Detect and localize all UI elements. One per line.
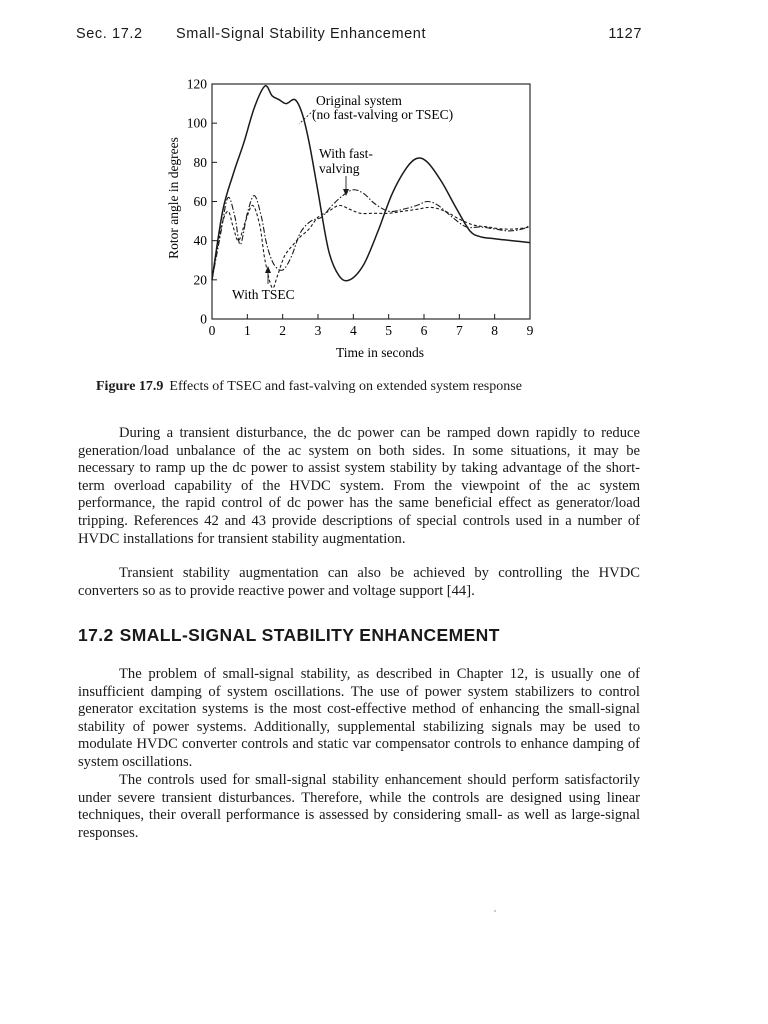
y-tick-label: 120	[186, 76, 207, 92]
annotation-fastvalving-line1: With fast-	[319, 146, 373, 161]
paragraph-1: During a transient disturbance, the dc power can be ramped down rapidly to reduce generation/load unbalance of the ac system on both sides. In some situations, it may be necessary to ramp up the dc power to assist system stability by taking advantage of the short-term overload capability of the HVDC system. From the viewpoint of the ac system performance, the rapid control of dc power has the same beneficial effect as generator/load tripping. References 42 and 43 provide descriptions of special controls used in a number of HVDC installations for transient stability augmentation.	[78, 425, 640, 547]
x-tick-label: 8	[491, 323, 499, 338]
y-tick-label: 20	[193, 272, 207, 288]
y-tick-label: 80	[193, 154, 207, 170]
x-tick-label: 0	[208, 323, 216, 338]
series-fast-valving-line	[212, 190, 530, 280]
x-tick-label: 3	[314, 323, 322, 338]
x-tick-label: 5	[385, 323, 393, 338]
y-tick-label: 0	[200, 311, 207, 327]
y-tick-label: 100	[186, 115, 207, 131]
x-tick-label: 4	[349, 323, 357, 338]
x-tick-label: 2	[279, 323, 287, 338]
section-number: 17.2	[78, 625, 114, 645]
x-tick-label: 1	[243, 323, 251, 338]
scan-speck	[494, 910, 496, 912]
x-axis-label: Time in seconds	[335, 345, 425, 360]
paragraph-4: The controls used for small-signal stability enhancement should perform satisfactorily under severe transient disturbances. Therefore, while the controls are designed using linear techniques, their overall performance is assessed by considering small- as well as large-signal responses.	[78, 772, 640, 841]
header-section: Sec. 17.2	[76, 26, 143, 42]
x-tick-label: 6	[420, 323, 428, 338]
annotation-original-line1: Original system	[316, 93, 402, 108]
annotation-original-line2: (no fast-valving or TSEC)	[312, 107, 454, 122]
y-tick-label: 40	[193, 233, 207, 249]
figure-caption-label: Figure 17.9	[96, 379, 164, 394]
y-tick-label: 60	[193, 194, 207, 209]
running-header	[76, 26, 642, 46]
section-title: SMALL-SIGNAL STABILITY ENHANCEMENT	[119, 625, 500, 645]
rotor-angle-chart	[150, 72, 550, 364]
section-heading	[78, 625, 500, 646]
series-tsec-line	[212, 205, 530, 288]
y-axis-label: Rotor angle in degrees	[166, 137, 181, 259]
x-tick-label: 7	[455, 323, 463, 338]
figure-caption	[96, 379, 656, 395]
paragraph-3: The problem of small-signal stability, as described in Chapter 12, is usually one of insufficient damping of system oscillations. The use of power system stabilizers to control generator excitation systems is the most cost-effective method of enhancing the small-signal stability of power systems. Additionally, supplemental stabilizing signals may be used to modulate HVDC converter controls and static var compensator controls to enhance damping of system oscillations.	[78, 666, 640, 770]
annotation-tsec: With TSEC	[232, 287, 295, 302]
page-number: 1127	[608, 26, 642, 42]
figure-caption-text: Effects of TSEC and fast-valving on extended system response	[169, 379, 522, 394]
x-tick-label: 9	[526, 323, 534, 338]
annotation-fastvalving-line2: valving	[319, 161, 360, 176]
paragraph-2: Transient stability augmentation can also be achieved by controlling the HVDC converters so as to provide reactive power and voltage support [44].	[78, 565, 640, 599]
header-title: Small-Signal Stability Enhancement	[176, 26, 427, 42]
